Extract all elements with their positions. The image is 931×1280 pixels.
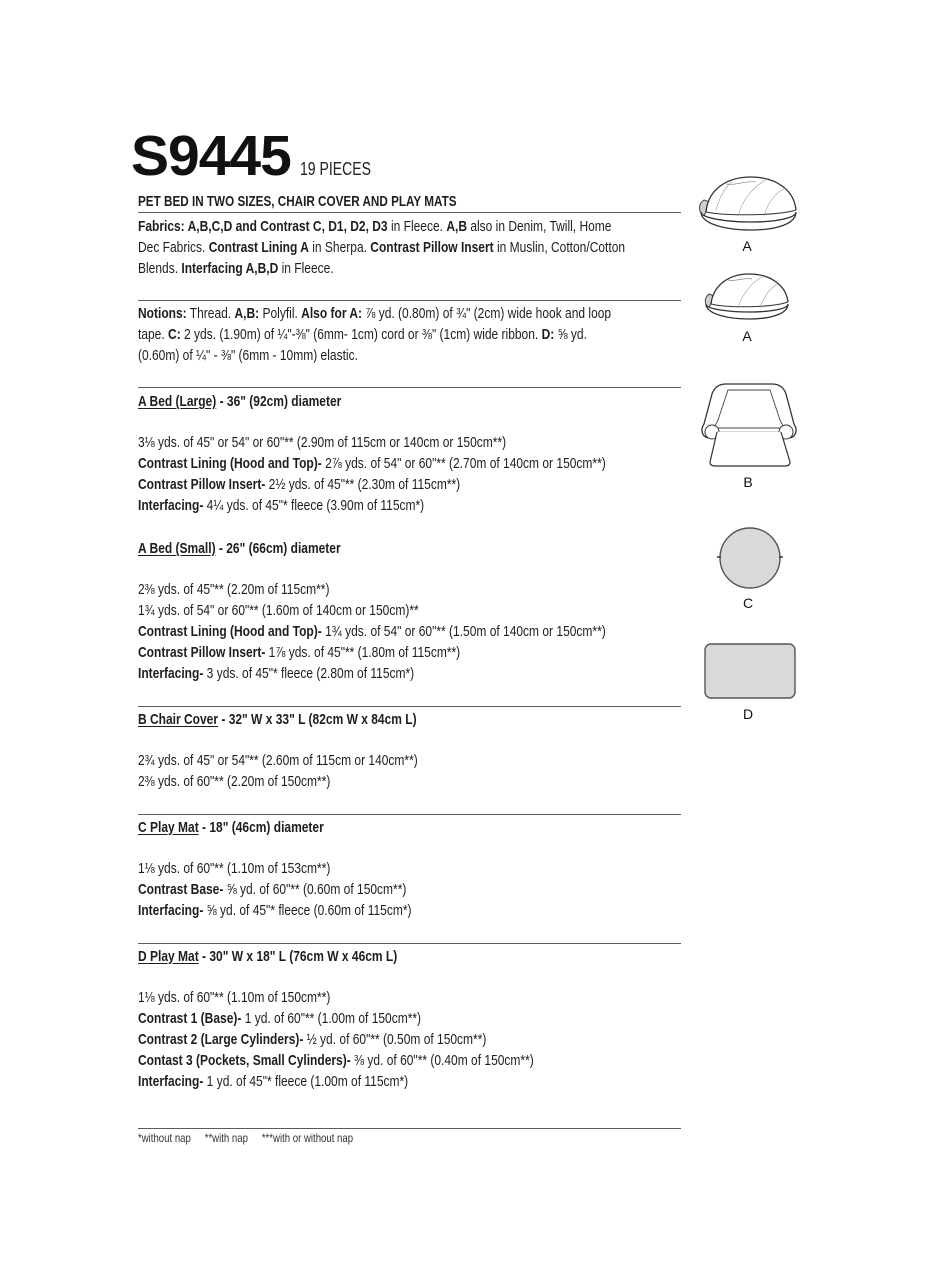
fabrics-line-2: Dec Fabrics. Contrast Lining A in Sherpa. Contrast Pillow Insert in Muslin, Cotton/Cotton bbox=[138, 239, 626, 256]
view-label: A bbox=[742, 328, 752, 344]
yardage-line: Interfacing- ⅝ yd. of 45"* fleece (0.60m of 115cm*) bbox=[138, 902, 412, 919]
view-label: C bbox=[742, 595, 754, 611]
pet-bed-large-icon bbox=[696, 172, 800, 234]
pattern-number: S9445 bbox=[131, 124, 291, 188]
yardage-line: Interfacing- 4¼ yds. of 45"* fleece (3.90m of 115cm*) bbox=[138, 497, 425, 514]
yardage-line: Contrast Lining (Hood and Top)- 1¾ yds. of 54" or 60"** (1.50m of 140cm or 150cm**) bbox=[138, 623, 606, 640]
yardage-line: Interfacing- 1 yd. of 45"* fleece (1.00m of 115cm*) bbox=[138, 1073, 409, 1090]
yardage-line: Contrast 2 (Large Cylinders)- ½ yd. of 60"** (0.50m of 150cm**) bbox=[138, 1031, 487, 1048]
section-heading-c: C Play Mat - 18" (46cm) diameter bbox=[138, 819, 324, 836]
yardage-line: 2⅜ yds. of 60"** (2.20m of 150cm**) bbox=[138, 773, 331, 790]
footnote-with-or-without-nap: ***with or without nap bbox=[261, 1131, 354, 1145]
yardage-line: Contast 3 (Pockets, Small Cylinders)- ⅜ yd. of 60"** (0.40m of 150cm**) bbox=[138, 1052, 534, 1069]
divider bbox=[138, 1128, 681, 1129]
yardage-line: 1¾ yds. of 54" or 60"** (1.60m of 140cm or 150cm)** bbox=[138, 602, 419, 619]
yardage-line: Interfacing- 3 yds. of 45"* fleece (2.80m of 115cm*) bbox=[138, 665, 415, 682]
view-label: A bbox=[742, 238, 752, 254]
notions-line-2: tape. C: 2 yds. (1.90m) of ¼"-⅜" (6mm- 1cm) cord or ⅜" (1cm) wide ribbon. D: ⅝ yd. bbox=[138, 326, 587, 343]
yardage-line: Contrast 1 (Base)- 1 yd. of 60"** (1.00m of 150cm**) bbox=[138, 1010, 422, 1027]
divider bbox=[138, 212, 681, 213]
divider bbox=[138, 300, 681, 301]
yardage-line: Contrast Lining (Hood and Top)- 2⅞ yds. of 54" or 60"** (2.70m of 140cm or 150cm**) bbox=[138, 455, 606, 472]
view-label: D bbox=[742, 706, 754, 722]
footnote-with-nap: **with nap bbox=[204, 1131, 248, 1145]
fabrics-line-3: Blends. Interfacing A,B,D in Fleece. bbox=[138, 260, 334, 277]
yardage-line: 2¾ yds. of 45" or 54"** (2.60m of 115cm or 140cm**) bbox=[138, 752, 418, 769]
fabrics-text: Fabrics: A,B,C,D and Contrast C, D1, D2, D3 in Fleece. A,B also in Denim, Twill, Home bbox=[138, 218, 612, 235]
yardage-line: 2⅜ yds. of 45"** (2.20m of 115cm**) bbox=[138, 581, 330, 598]
section-heading-a-large: A Bed (Large) - 36" (92cm) diameter bbox=[138, 393, 342, 410]
notions-line-3: (0.60m) of ¼" - ⅜" (6mm - 10mm) elastic. bbox=[138, 347, 358, 364]
divider bbox=[138, 943, 681, 944]
round-play-mat-icon bbox=[715, 525, 785, 591]
section-heading-a-small: A Bed (Small) - 26" (66cm) diameter bbox=[138, 540, 341, 557]
footnote-without-nap: *without nap bbox=[138, 1131, 191, 1145]
divider bbox=[138, 706, 681, 707]
yardage-line: 1⅛ yds. of 60"** (1.10m of 153cm**) bbox=[138, 860, 331, 877]
view-label: B bbox=[743, 474, 753, 490]
pattern-title: PET BED IN TWO SIZES, CHAIR COVER AND PLAY MATS bbox=[138, 193, 457, 210]
rectangular-play-mat-icon bbox=[703, 642, 797, 700]
chair-cover-icon bbox=[700, 380, 798, 468]
section-heading-d: D Play Mat - 30" W x 18" L (76cm W x 46cm L) bbox=[138, 948, 398, 965]
yardage-line: Contrast Pillow Insert- 2½ yds. of 45"** (2.30m of 115cm**) bbox=[138, 476, 461, 493]
divider bbox=[138, 814, 681, 815]
yardage-line: 3⅛ yds. of 45" or 54" or 60"** (2.90m of 115cm or 140cm or 150cm**) bbox=[138, 434, 507, 451]
section-heading-b: B Chair Cover - 32" W x 33" L (82cm W x 84cm L) bbox=[138, 711, 417, 728]
yardage-line: Contrast Pillow Insert- 1⅞ yds. of 45"** (1.80m of 115cm**) bbox=[138, 644, 461, 661]
pet-bed-small-icon bbox=[702, 270, 792, 322]
yardage-line: 1⅛ yds. of 60"** (1.10m of 150cm**) bbox=[138, 989, 331, 1006]
yardage-line: Contrast Base- ⅝ yd. of 60"** (0.60m of 150cm**) bbox=[138, 881, 407, 898]
fabrics-line-1 bbox=[138, 216, 730, 237]
nap-footnotes bbox=[138, 1131, 421, 1145]
notions-line-1: Notions: Thread. A,B: Polyfil. Also for A: ⅞ yd. (0.80m) of ¾" (2cm) wide hook and loop bbox=[138, 305, 612, 322]
divider bbox=[138, 387, 681, 388]
pieces-count: 19 PIECES bbox=[300, 159, 372, 179]
